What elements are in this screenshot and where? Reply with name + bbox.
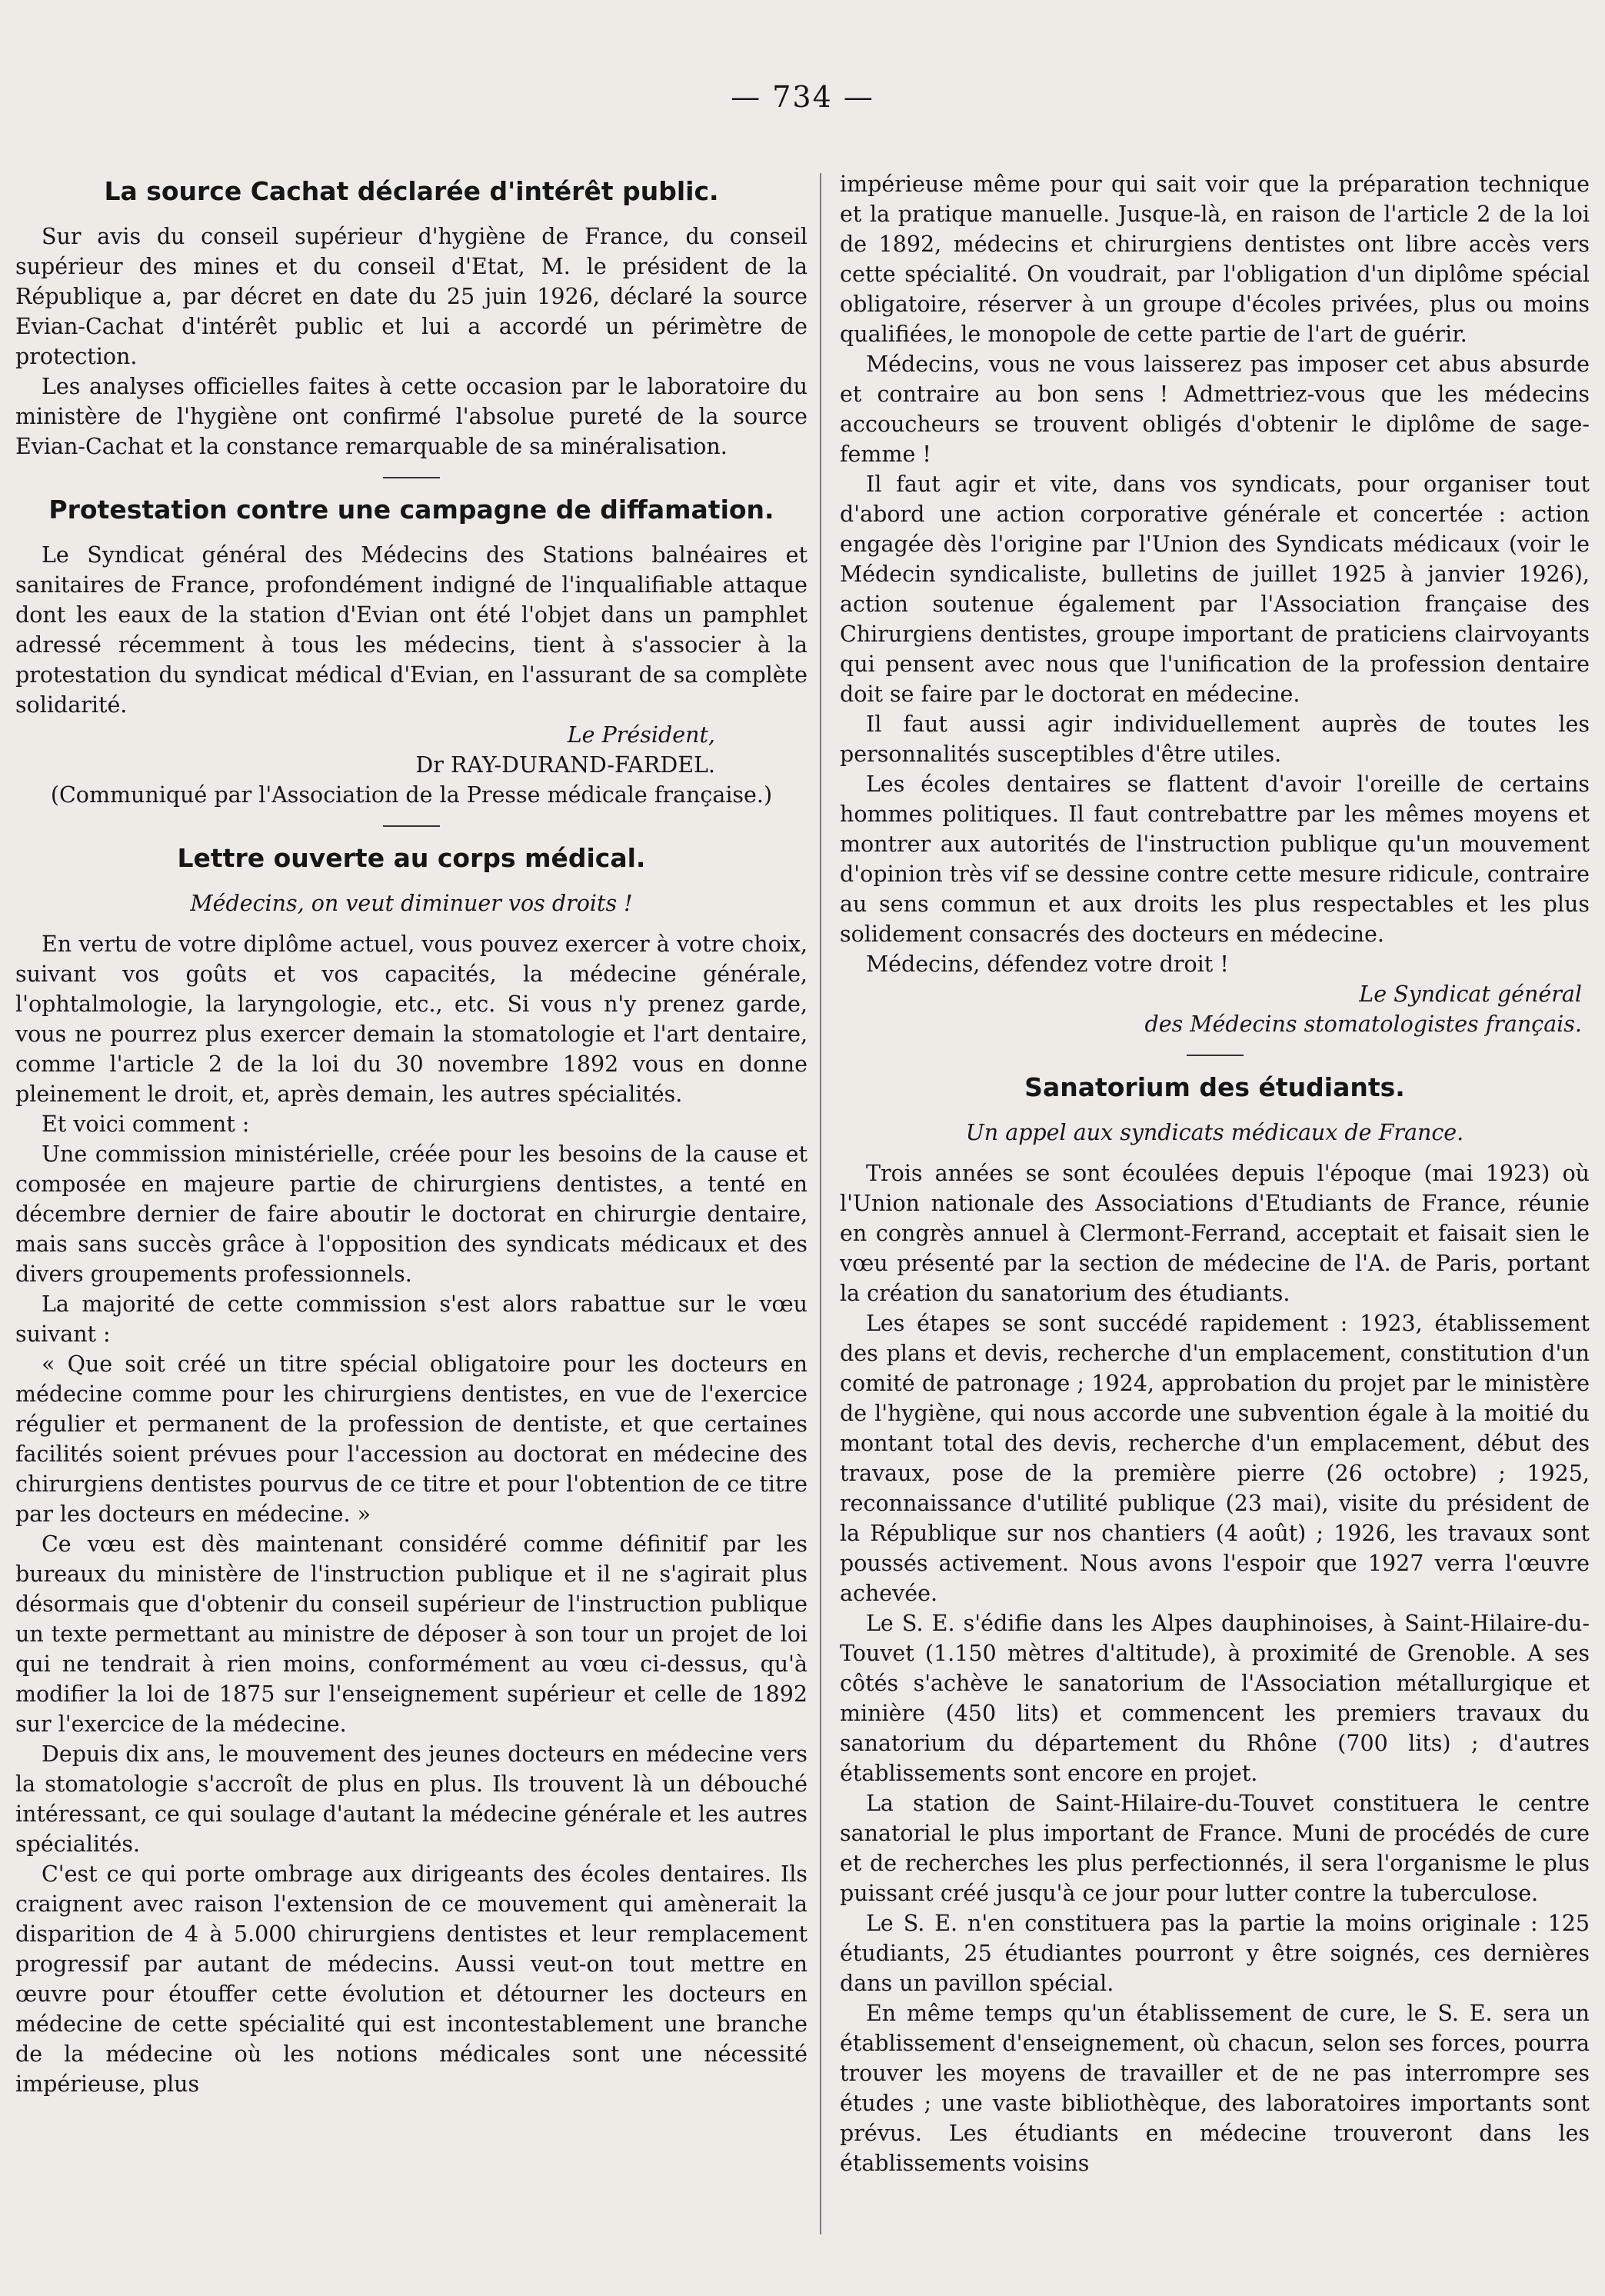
paragraph: Les écoles dentaires se flattent d'avoir l'oreille de certains hommes politiques. Il faut contrebattre par les mêmes moyens et montrer aux autorités de l'instruction publique qu'un mouvement d'opinion très vif se dessine contre cette mesure ridicule, contraire au sens commun et aux droits les plus respectables et les plus solidement consacrés des docteurs en médecine. xyxy=(840,771,1590,947)
section-title-source-cachat: La source Cachat déclarée d'intérêt public. xyxy=(104,176,719,206)
quoted-paragraph: « Que soit créé un titre spécial obligatoire pour les docteurs en médecine comme pour les chirurgiens dentistes, en vue de l'exercice régulier et permanent de la profession de dentiste, et que certaines facilités soient prévues pour l'accession au doctorat en médecine des chirurgiens dentistes pourvus de ce titre et pour l'obtention de ce titre par les docteurs en médecine. » xyxy=(15,1351,807,1527)
paragraph: Et voici comment : xyxy=(42,1111,250,1137)
paragraph: Médecins, défendez votre droit ! xyxy=(866,951,1229,977)
page-number: — 734 — xyxy=(731,80,874,114)
paragraph: Depuis dix ans, le mouvement des jeunes docteurs en médecine vers la stomatologie s'accroît de plus en plus. Ils trouvent là un débouché intéressant, ce qui soulage d'autant la médecine générale et les autres spécialités. xyxy=(15,1741,807,1857)
source-note: (Communiqué par l'Association de la Presse médicale française.) xyxy=(50,782,773,808)
signature-line: des Médecins stomatologistes français. xyxy=(1144,1011,1582,1037)
column-divider xyxy=(820,173,821,2234)
paragraph: La majorité de cette commission s'est alors rabattue sur le vœu suivant : xyxy=(15,1291,807,1347)
paragraph: En même temps qu'un établissement de cure, le S. E. sera un établissement d'enseignement, où chacun, selon ses forces, pourra trouver les moyens de travailler et de ne pas interrompre ses études ; une vaste bibliothèque, des laboratoires importants sont prévus. Les étudiants en médecine trouveront dans les établissements voisins xyxy=(840,2001,1590,2176)
paragraph: Il faut agir et vite, dans vos syndicats, pour organiser tout d'abord une action corporative générale et concertée : action engagée dès l'origine par l'Union des Syndicats médicaux (voir le Médecin syndicaliste, bulletins de juillet 1925 à janvier 1926), action soutenue également par l'Association française des Chirurgiens dentistes, groupe important de praticiens clairvoyants qui pensent avec nous que l'unification de la profession dentaire doit se faire par le doctorat en médecine. xyxy=(840,472,1590,707)
paragraph: Les étapes se sont succédé rapidement : 1923, établissement des plans et devis, recherche d'un emplacement, constitution d'un comité de patronage ; 1924, approbation du projet par le ministère de l'hygiène, qui nous accorde une subvention égale à la moitié du montant total des devis, recherche d'un emplacement, début des travaux, pose de la première pierre (26 octobre) ; 1925, reconnaissance d'utilité publique (23 mai), visite du président de la République sur nos chantiers (4 août) ; 1926, les travaux sont poussés activement. Nous avons l'espoir que 1927 verra l'œuvre achevée. xyxy=(840,1311,1590,1606)
section-title-lettre-ouverte: Lettre ouverte au corps médical. xyxy=(177,843,646,873)
signature-line: Le Syndicat général xyxy=(1359,981,1582,1007)
paragraph: C'est ce qui porte ombrage aux dirigeants des écoles dentaires. Ils craignent avec raison l'extension de ce mouvement qui amènerait la disparition de 4 à 5.000 chirurgiens dentistes et leur remplacement progressif par autant de médecins. Aussi veut-on tout mettre en œuvre pour étouffer cette évolution et détourner les docteurs en médecine de cette spécialité qui est incontestablement une branche de la médecine où les notions médicales sont une nécessité impérieuse, plus xyxy=(15,1861,807,2097)
paragraph: Le S. E. s'édifie dans les Alpes dauphinoises, à Saint-Hilaire-du-Touvet (1.150 mètres d'altitude), à proximité de Grenoble. A ses côtés s'achève le sanatorium de l'Association métallurgique et minière (450 lits) et commencent les premiers travaux du sanatorium du département du Rhône (700 lits) ; d'autres établissements sont encore en projet. xyxy=(840,1611,1590,1786)
paragraph: La station de Saint-Hilaire-du-Touvet constituera le centre sanatorial le plus important de France. Muni de procédés de cure et de recherches les plus perfectionnés, il sera l'organisme le plus puissant créé jusqu'à ce jour pour lutter contre la tuberculose. xyxy=(840,1791,1590,1906)
paragraph: Les analyses officielles faites à cette occasion par le laboratoire du ministère de l'hygiène ont confirmé l'absolue pureté de la source Evian-Cachat et la constance remarquable de sa minéralisation. xyxy=(15,374,807,459)
separator-rule xyxy=(1187,1055,1244,1056)
right-column xyxy=(840,169,1590,2277)
paragraph: Ce vœu est dès maintenant considéré comme définitif par les bureaux du ministère de l'instruction publique et il ne s'agirait plus désormais que d'obtenir du conseil supérieur de l'instruction publique un texte permettant au ministre de déposer à son tour un projet de loi qui ne tendrait à rien moins, conformément au vœu ci-dessus, qu'à modifier la loi de 1875 sur l'enseignement supérieur et celle de 1892 sur l'exercice de la médecine. xyxy=(15,1531,807,1737)
section-title-sanatorium: Sanatorium des étudiants. xyxy=(1024,1072,1405,1102)
paragraph: Le S. E. n'en constituera pas la partie la moins originale : 125 étudiants, 25 étudiantes pourront y être soignés, ces dernières dans un pavillon spécial. xyxy=(840,1911,1590,1996)
paragraph: Il faut aussi agir individuellement auprès de toutes les personnalités susceptibles d'être utiles. xyxy=(840,711,1590,767)
separator-rule xyxy=(383,825,440,827)
paragraph: impérieuse même pour qui sait voir que la préparation technique et la pratique manuelle. Jusque-là, en raison de l'article 2 de la loi de 1892, médecins et chirurgiens dentistes ont libre accès vers cette spécialité. On voudrait, par l'obligation d'un diplôme spécial obligatoire, réserver à un groupe d'écoles privées, plus ou moins qualifiées, le monopole de cette partie de l'art de guérir. xyxy=(840,172,1590,347)
signature-name: Dr RAY-DURAND-FARDEL. xyxy=(415,752,715,778)
section-subtitle: Un appel aux syndicats médicaux de France. xyxy=(965,1120,1464,1145)
paragraph: En vertu de votre diplôme actuel, vous pouvez exercer à votre choix, suivant vos goûts et vos capacités, la médecine générale, l'ophtalmologie, la laryngologie, etc., etc. Si vous n'y prenez garde, vous ne pourrez plus exercer demain la stomatologie et l'art dentaire, comme l'article 2 de la loi du 30 novembre 1892 vous en donne pleinement le droit, et, après demain, les autres spécialités. xyxy=(15,931,807,1107)
section-title-protestation: Protestation contre une campagne de diffamation. xyxy=(48,495,774,525)
separator-rule xyxy=(383,477,440,478)
paragraph: Médecins, vous ne vous laisserez pas imposer cet abus absurde et contraire au bon sens ! Admettriez-vous que les médecins accoucheurs se trouvent obligés d'obtenir le diplôme de sage-femme ! xyxy=(840,352,1590,467)
section-subtitle: Médecins, on veut diminuer vos droits ! xyxy=(190,891,633,916)
paragraph: Le Syndicat général des Médecins des Stations balnéaires et sanitaires de France, profondément indigné de l'inqualifiable attaque dont les eaux de la station d'Evian ont été l'objet dans un pamphlet adressé récemment à tous les médecins, tient à s'associer à la protestation du syndicat médical d'Evian, en l'assurant de sa complète solidarité. xyxy=(15,542,807,718)
paragraph: Sur avis du conseil supérieur d'hygiène de France, du conseil supérieur des mines et du conseil d'Etat, M. le président de la République a, par décret en date du 25 juin 1926, déclaré la source Evian-Cachat d'intérêt public et lui a accordé un périmètre de protection. xyxy=(15,224,807,369)
left-column xyxy=(15,169,807,2277)
paragraph: Une commission ministérielle, créée pour les besoins de la cause et composée en majeure partie de chirurgiens dentistes, a tenté en décembre dernier de faire aboutir le doctorat en chirurgie dentaire, mais sans succès grâce à l'opposition des syndicats médicaux et des divers groupements professionnels. xyxy=(15,1141,807,1287)
signature-title: Le Président, xyxy=(567,722,715,748)
paragraph: Trois années se sont écoulées depuis l'époque (mai 1923) où l'Union nationale des Associations d'Etudiants de France, réunie en congrès annuel à Clermont-Ferrand, acceptait et faisait sien le vœu présenté par la section de médecine de l'A. de Paris, portant la création du sanatorium des étudiants. xyxy=(840,1161,1590,1306)
